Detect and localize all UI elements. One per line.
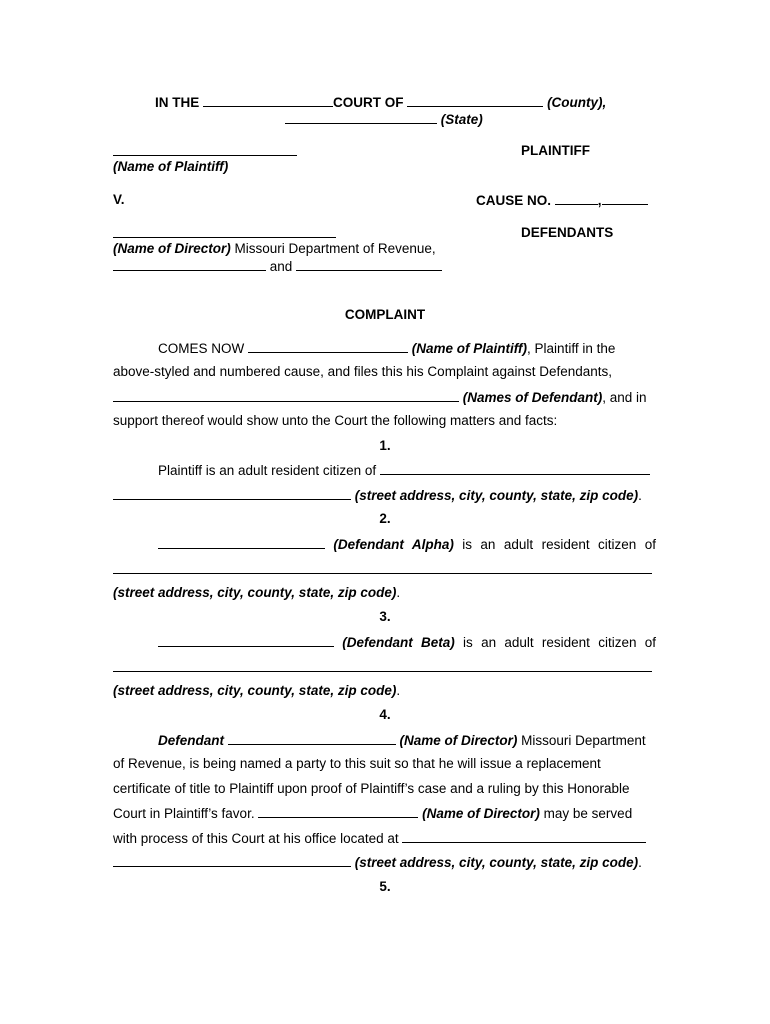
names-of-defendant-label: (Names of Defendant) [462,390,603,405]
p3-address-line [113,683,400,699]
paragraph-number-3: 3. [379,609,391,624]
intro-line-2: above-styled and numbered cause, and files this his Complaint against Defendants, [113,364,613,379]
p4-line-1 [158,732,646,749]
p4-address-blank[interactable] [113,854,351,867]
document-title: COMPLAINT [344,307,426,322]
p4-director-blank-2[interactable] [258,805,418,818]
p3-period: . [396,683,401,698]
p3-word: resident [541,635,590,650]
p2-word: citizen [598,537,637,552]
caption-line-1 [155,94,606,111]
p1-citizen-of-blank[interactable] [380,462,650,475]
p1-address-label: (street address, city, county, state, zip code) [354,488,639,503]
p3-word: adult [504,635,534,650]
p2-word: an [480,537,496,552]
director-name-blank[interactable] [113,237,336,238]
p4-director-blank[interactable] [228,732,396,745]
name-of-director-label: (Name of Director) [113,241,231,256]
plaintiff-in-the-text: , Plaintiff in the [527,341,616,356]
caption-line-2 [285,111,483,128]
p2-period: . [396,585,401,600]
p3-defendant-blank[interactable] [158,634,334,647]
cause-no-blank-2[interactable] [602,192,648,205]
p3-address-blank[interactable] [113,671,652,672]
p4-may-be-served-text: may be served [543,806,633,821]
p4-office-blank[interactable] [402,830,646,843]
court-name-blank[interactable] [203,94,333,107]
p3-word: of [644,635,656,650]
p3-line-1 [158,634,656,651]
and-in-text: , and in [602,390,647,405]
court-of-text: COURT OF [333,95,404,110]
county-label: (County), [547,95,607,110]
p4-address-label: (street address, city, county, state, zip code) [354,855,639,870]
versus-text: V. [113,192,125,207]
name-of-plaintiff-label: (Name of Plaintiff) [113,159,229,174]
county-blank[interactable] [407,94,543,107]
p4-agency-text: Missouri Department [521,733,646,748]
director-agency-text: Missouri Department of Revenue, [234,241,436,256]
plaintiff-label: PLAINTIFF [521,143,590,158]
p4-favor-text: Court in Plaintiff’s favor. [113,806,255,821]
p1-text: Plaintiff is an adult resident citizen of [158,463,377,478]
p4-line-4 [113,805,632,822]
in-the-text: IN THE [155,95,200,110]
p2-address-line [113,585,400,601]
paragraph-number-1: 1. [379,438,391,453]
p2-line-1 [158,536,656,553]
defendants-label: DEFENDANTS [521,225,614,240]
p2-defendant-blank[interactable] [158,536,325,549]
intro-line-1 [158,340,615,357]
p4-name-of-director-label-2: (Name of Director) [422,806,540,821]
cause-no-separator: , [597,193,602,208]
p2-word: resident [541,537,590,552]
paragraph-number-2: 2. [379,511,391,526]
p2-address-label: (street address, city, county, state, zip code) [113,585,397,600]
director-line [113,241,436,257]
p4-line-2: of Revenue, is being named a party to this suit so that he will issue a replacement [113,756,601,771]
p4-defendant-label: Defendant [158,733,225,748]
paragraph-number-4: 4. [379,707,391,722]
p1-line-1 [158,462,650,479]
paragraph-number-5: 5. [379,879,391,894]
defendant-beta-blank[interactable] [296,258,442,271]
intro-line-4: support thereof would show unto the Court the following matters and facts: [113,413,558,428]
intro-defendants-blank[interactable] [113,389,459,402]
p4-line-3: certificate of title to Plaintiff upon proof of Plaintiff’s case and a ruling by this Honorable [113,781,630,796]
p1-line-2 [113,487,642,504]
intro-line-3 [113,389,647,406]
p2-word: of [644,537,656,552]
p2-word: adult [503,537,534,552]
p3-word: an [481,635,497,650]
p4-line-5 [113,830,646,847]
plaintiff-name-blank[interactable] [113,155,297,156]
p3-word: citizen [598,635,637,650]
p3-defendant-label: (Defendant Beta) [342,635,455,650]
p4-line-6 [113,854,642,871]
intro-plaintiff-blank[interactable] [248,340,408,353]
and-text: and [269,259,293,274]
defendant-alpha-blank[interactable] [113,258,266,271]
p1-address-blank[interactable] [113,487,351,500]
comes-now-text: COMES NOW [158,341,245,356]
cause-no-blank-1[interactable] [555,192,598,205]
p3-word: is [463,635,473,650]
p4-office-located-text: with process of this Court at his office located at [113,831,399,846]
p2-defendant-label: (Defendant Alpha) [333,537,454,552]
state-label: (State) [440,112,483,127]
p2-address-blank[interactable] [113,573,652,574]
state-blank[interactable] [285,111,437,124]
other-defendants-line [113,258,442,275]
cause-no-label: CAUSE NO. [476,193,552,208]
p3-address-label: (street address, city, county, state, zip code) [113,683,397,698]
p2-word: is [462,537,472,552]
p4-name-of-director-label: (Name of Director) [399,733,518,748]
p4-period: . [638,855,642,870]
p1-period: . [638,488,642,503]
cause-number [476,192,648,209]
intro-name-of-plaintiff: (Name of Plaintiff) [411,341,528,356]
